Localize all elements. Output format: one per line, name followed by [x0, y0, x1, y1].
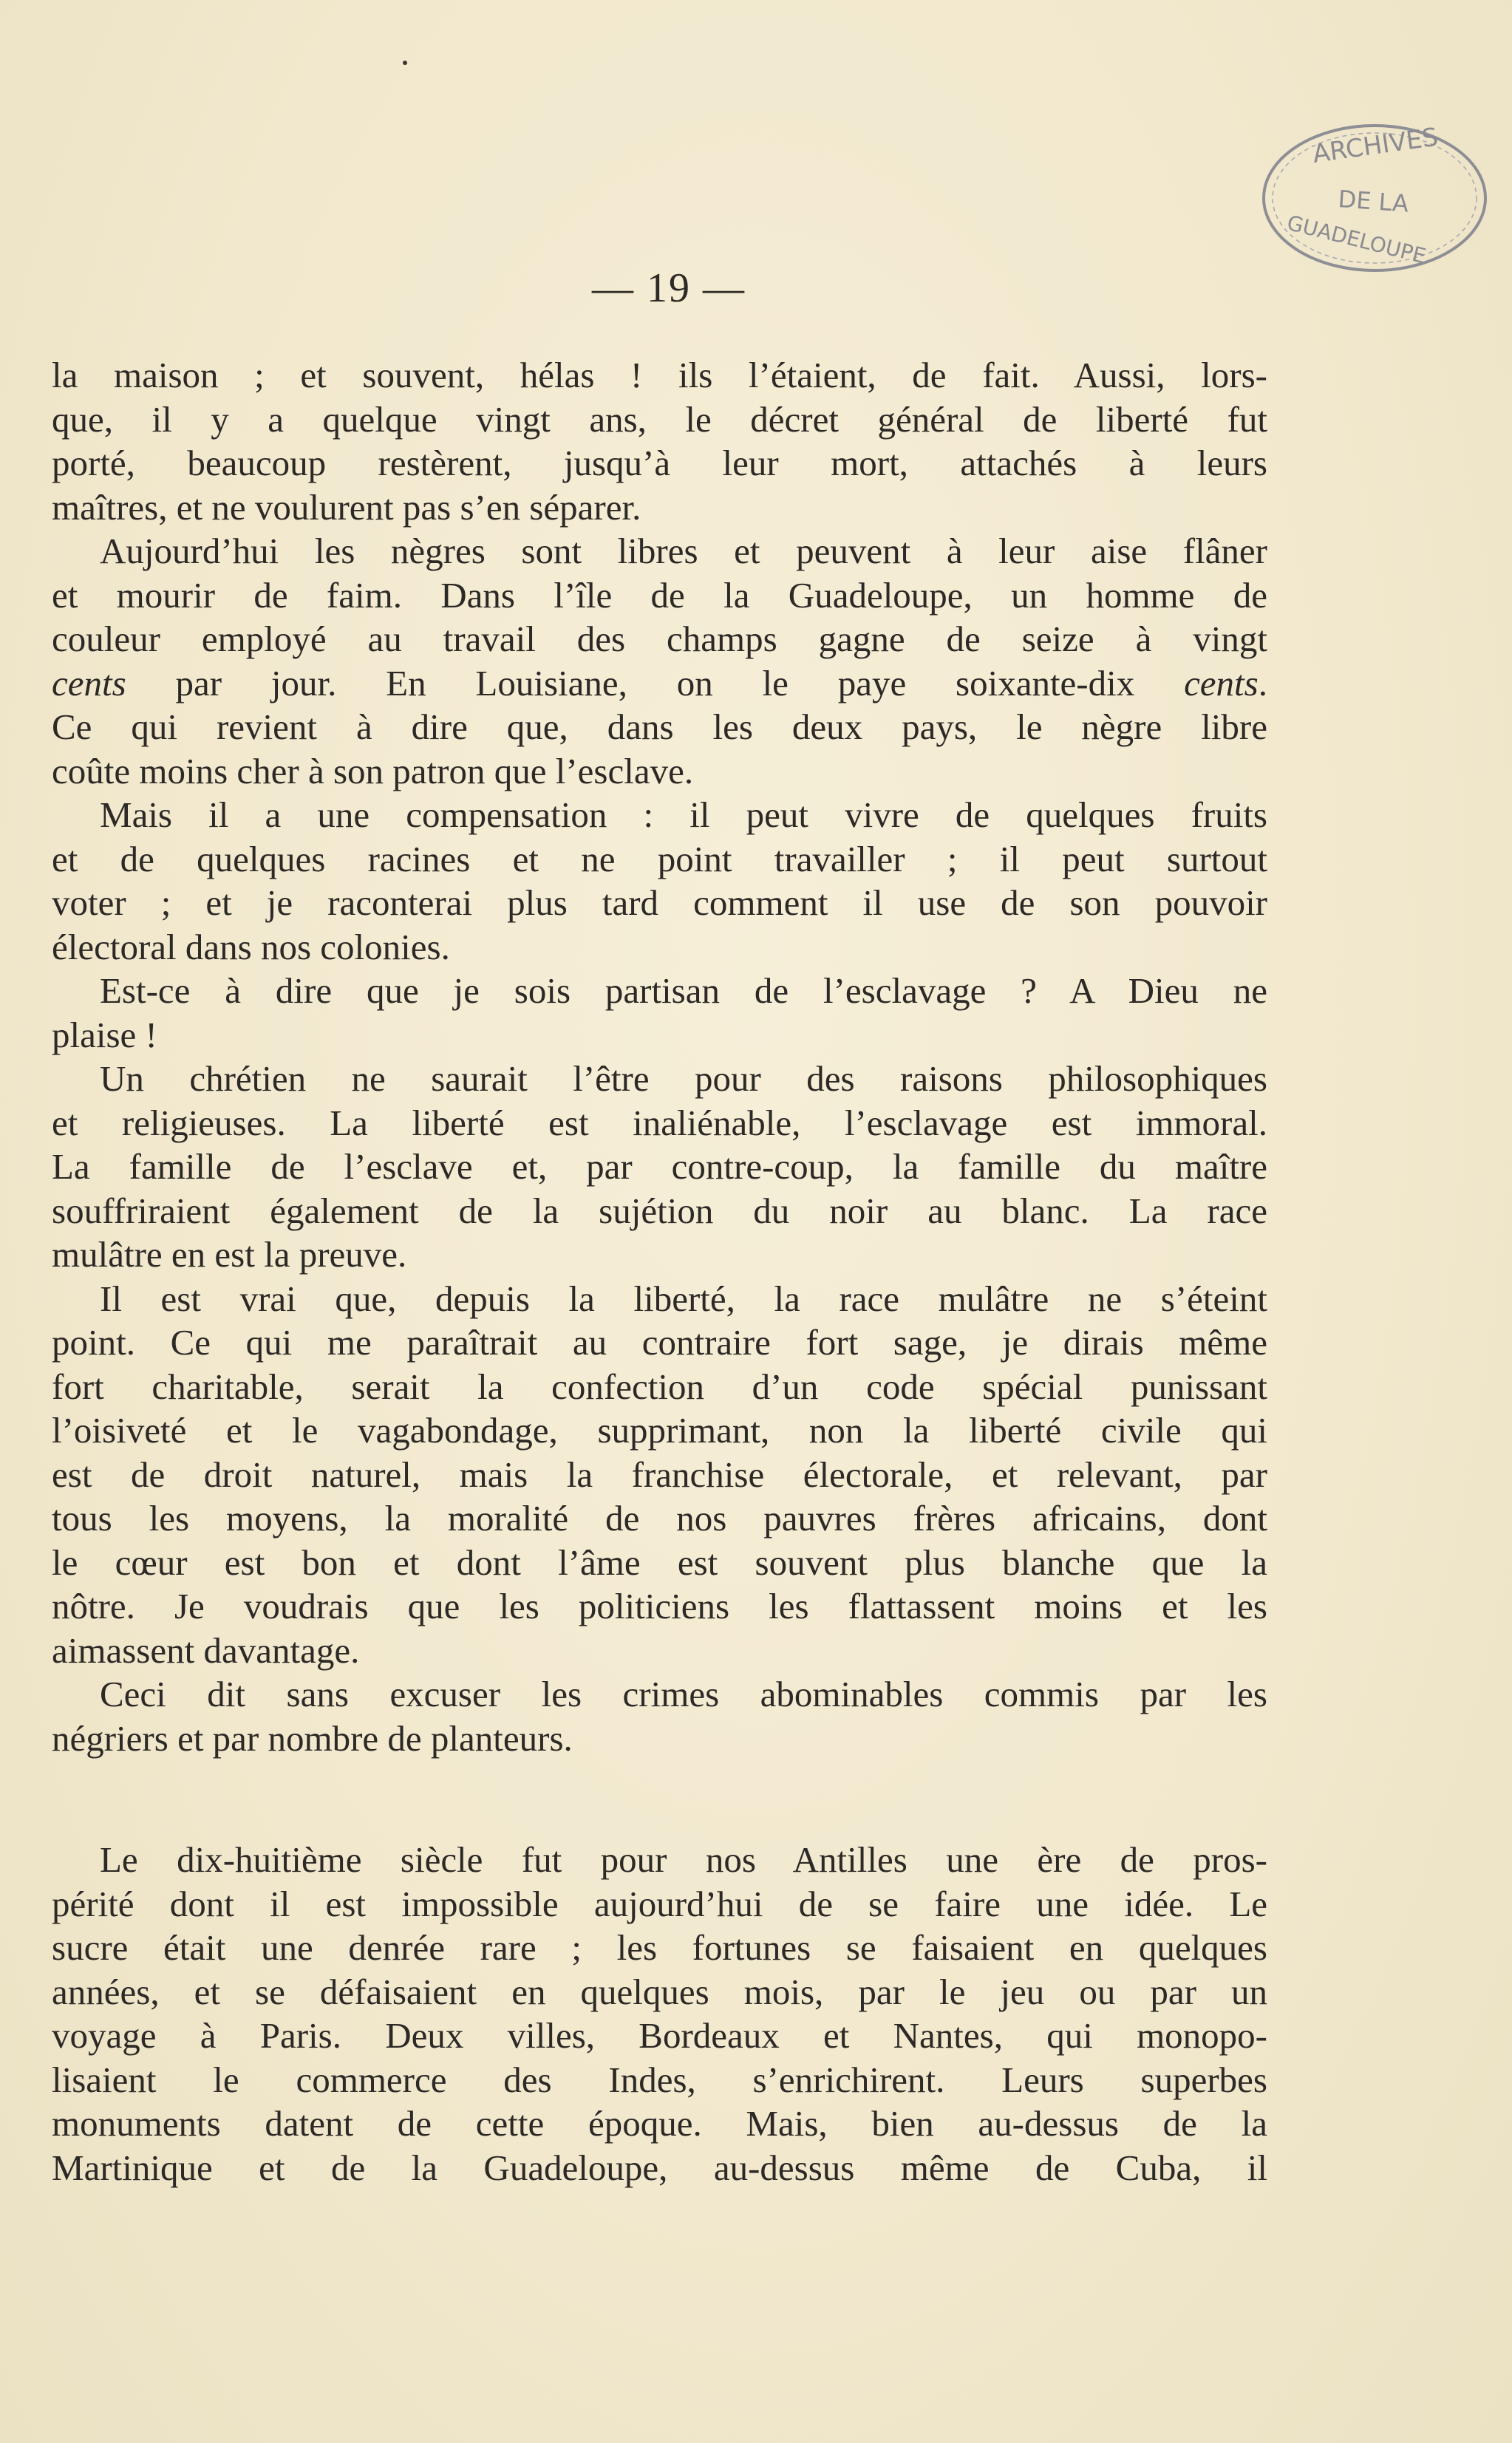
- text-line: Martinique et de la Guadeloupe, au-dessus même de Cuba, il: [52, 2147, 1267, 2188]
- text-line: mulâtre en est la preuve.: [52, 1234, 407, 1275]
- text-line: voter ; et je raconterai plus tard comment il use de son pouvoir: [52, 882, 1267, 923]
- text-line: couleur employé au travail des champs gagne de seize à vingt: [52, 619, 1267, 659]
- text-line: maîtres, et ne voulurent pas s’en séparer.: [52, 486, 641, 528]
- text-line: fort charitable, serait la confection d’un code spécial punissant: [52, 1366, 1267, 1407]
- archive-stamp-seal: [1256, 111, 1500, 296]
- text-line: lisaient le commerce des Indes, s’enrichirent. Leurs superbes: [52, 2059, 1267, 2100]
- text-line: négriers et par nombre de planteurs.: [52, 1717, 573, 1759]
- text-line: plaise !: [52, 1014, 157, 1055]
- text-line: et de quelques racines et ne point travailler ; il peut surtout: [52, 838, 1267, 879]
- ink-speck: [403, 61, 407, 65]
- archive-stamp: [1256, 111, 1500, 296]
- text-line: années, et se défaisaient en quelques mois, par le jeu ou par un: [52, 1971, 1267, 2012]
- text-line: Ceci dit sans excuser les crimes abominables commis par les: [100, 1674, 1267, 1714]
- text-line: que, il y a quelque vingt ans, le décret général de liberté fut: [52, 398, 1267, 440]
- text-line: Le dix-huitième siècle fut pour nos Antilles une ère de pros-: [100, 1839, 1267, 1880]
- text-line: nôtre. Je voudrais que les politiciens les flattassent moins et les: [52, 1586, 1267, 1626]
- text-line: voyage à Paris. Deux villes, Bordeaux et Nantes, qui monopo-: [52, 2015, 1267, 2056]
- text-line: souffriraient également de la sujétion du noir au blanc. La race: [52, 1190, 1267, 1231]
- text-line: périté dont il est impossible aujourd’hui de se faire une idée. Le: [52, 1883, 1267, 1924]
- section-1-text: [52, 353, 1267, 1760]
- stamp-line1: ARCHIVES: [1310, 122, 1440, 169]
- text-line: tous les moyens, la moralité de nos pauvres frères africains, dont: [52, 1498, 1267, 1539]
- text-line: point. Ce qui me paraîtrait au contraire fort sage, je dirais même: [52, 1322, 1267, 1363]
- text-line: Aujourd’hui les nègres sont libres et peuvent à leur aise flâner: [100, 531, 1267, 571]
- text-line: Un chrétien ne saurait l’être pour des raisons philosophiques: [100, 1058, 1267, 1099]
- text-line: porté, beaucoup restèrent, jusqu’à leur mort, attachés à leurs: [52, 443, 1267, 483]
- stamp-line3: GUADELOUPE: [1284, 210, 1428, 269]
- stamp-line2: DE LA: [1337, 185, 1410, 218]
- text-line: Il est vrai que, depuis la liberté, la race mulâtre ne s’éteint: [100, 1278, 1267, 1319]
- text-line: La famille de l’esclave et, par contre-coup, la famille du maître: [52, 1146, 1267, 1187]
- text-line: la maison ; et souvent, hélas ! ils l’étaient, de fait. Aussi, lors-: [52, 355, 1267, 395]
- text-line: l’oisiveté et le vagabondage, supprimant, non la liberté civile qui: [52, 1410, 1267, 1451]
- text-line: est de droit naturel, mais la franchise électorale, et relevant, par: [52, 1454, 1267, 1495]
- text-line: monuments datent de cette époque. Mais, bien au-dessus de la: [52, 2103, 1267, 2144]
- text-line: et religieuses. La liberté est inaliénable, l’esclavage est immoral.: [52, 1102, 1267, 1143]
- text-line: Mais il a une compensation : il peut vivre de quelques fruits: [100, 794, 1267, 835]
- text-line: cents par jour. En Louisiane, on le paye soixante-dix cents.: [52, 662, 1267, 703]
- text-line: et mourir de faim. Dans l’île de la Guadeloupe, un homme de: [52, 574, 1267, 616]
- text-line: coûte moins cher à son patron que l’esclave.: [52, 750, 694, 791]
- page-number: — 19 —: [592, 265, 746, 311]
- section-2-text: [52, 1838, 1267, 2190]
- text-line: sucre était une denrée rare ; les fortunes se faisaient en quelques: [52, 1927, 1267, 1968]
- text-line: Est-ce à dire que je sois partisan de l’esclavage ? A Dieu ne: [100, 970, 1267, 1011]
- text-line: électoral dans nos colonies.: [52, 926, 450, 967]
- text-line: le cœur est bon et dont l’âme est souvent plus blanche que la: [52, 1541, 1267, 1583]
- text-line: Ce qui revient à dire que, dans les deux pays, le nègre libre: [52, 706, 1267, 747]
- text-line: aimassent davantage.: [52, 1629, 360, 1671]
